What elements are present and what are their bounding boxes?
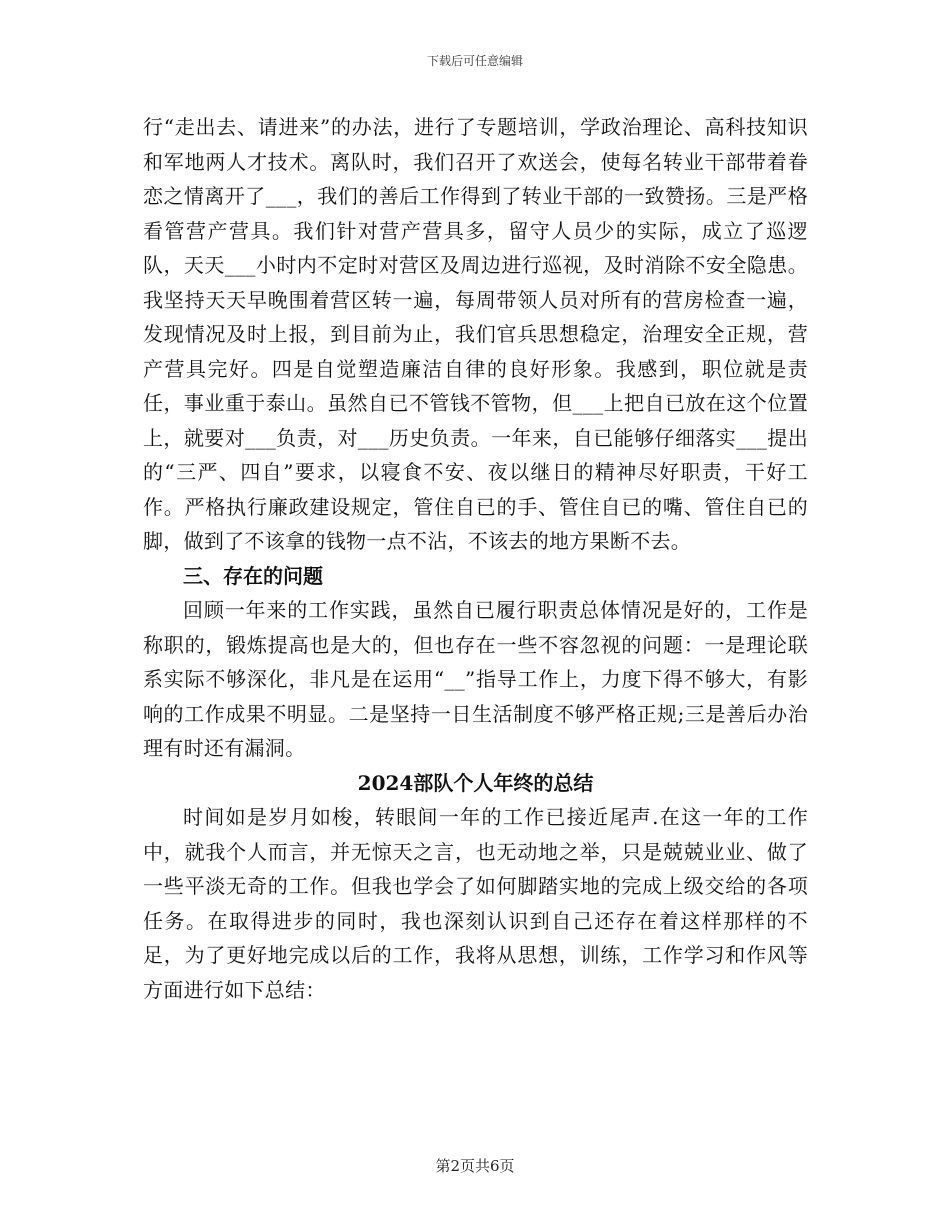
body-paragraph-3: 时间如是岁月如梭，转眼间一年的工作已接近尾声.在这一年的工作中，就我个人而言，并无惊天之言，也无动地之举，只是兢兢业业、做了一些平淡无奇的工作。但我也学会了如何脚踏实地的完成上级交给的各项任务。在取得进步的同时，我也深刻认识到自己还存在着这样那样的不足，为了更好地完成以后的工作，我将从思想，训练，工作学习和作风等方面进行如下总结：	[143, 805, 808, 1002]
body-paragraph-1: 行“走出去、请进来”的办法，进行了专题培训，学政治理论、高科技知识和军地两人才技术。离队时，我们召开了欢送会，使每名转业干部带着眷恋之情离开了___，我们的善后工作得到了转业干部的一致赞扬。三是严格看管营产营具。我们针对营产营具多，留守人员少的实际，成立了巡逻队，天天___小时内不定时对营区及周边进行巡视，及时消除不安全隐患。我坚持天天早晚围着营区转一遍，每周带领人员对所有的营房检查一遍，发现情况及时上报，到目前为止，我们官兵思想稳定，治理安全正规，营产营具完好。四是自觉塑造廉洁自律的良好形象。我感到，职位就是责任，事业重于泰山。虽然自已不管钱不管物，但___上把自已放在这个位置上，就要对___负责，对___历史负责。一年来，自已能够仔细落实___提出的“三严、四自”要求，以寝食不安、夜以继日的精神尽好职责，干好工作。严格执行廉政建设规定，管住自已的手、管住自已的嘴、管住自已的脚，做到了不该拿的钱物一点不沾，不该去的地方果断不去。	[143, 115, 808, 553]
page-header: 下载后可任意编辑	[426, 54, 523, 68]
article-title: 2024部队个人年终的总结	[357, 770, 594, 795]
section-heading-problems: 三、存在的问题	[183, 563, 323, 588]
page-number: 第2页共6页	[435, 1157, 515, 1175]
document-body	[143, 110, 808, 1007]
body-paragraph-2: 回顾一年来的工作实践，虽然自已履行职责总体情况是好的，工作是称职的，锻炼提高也是大的，但也存在一些不容忽视的问题：一是理论联系实际不够深化，非凡是在运用“__”指导工作上，力度下得不够大，有影响的工作成果不明显。二是坚持一日生活制度不够严格正规;三是善后办治理有时还有漏洞。	[143, 598, 808, 760]
